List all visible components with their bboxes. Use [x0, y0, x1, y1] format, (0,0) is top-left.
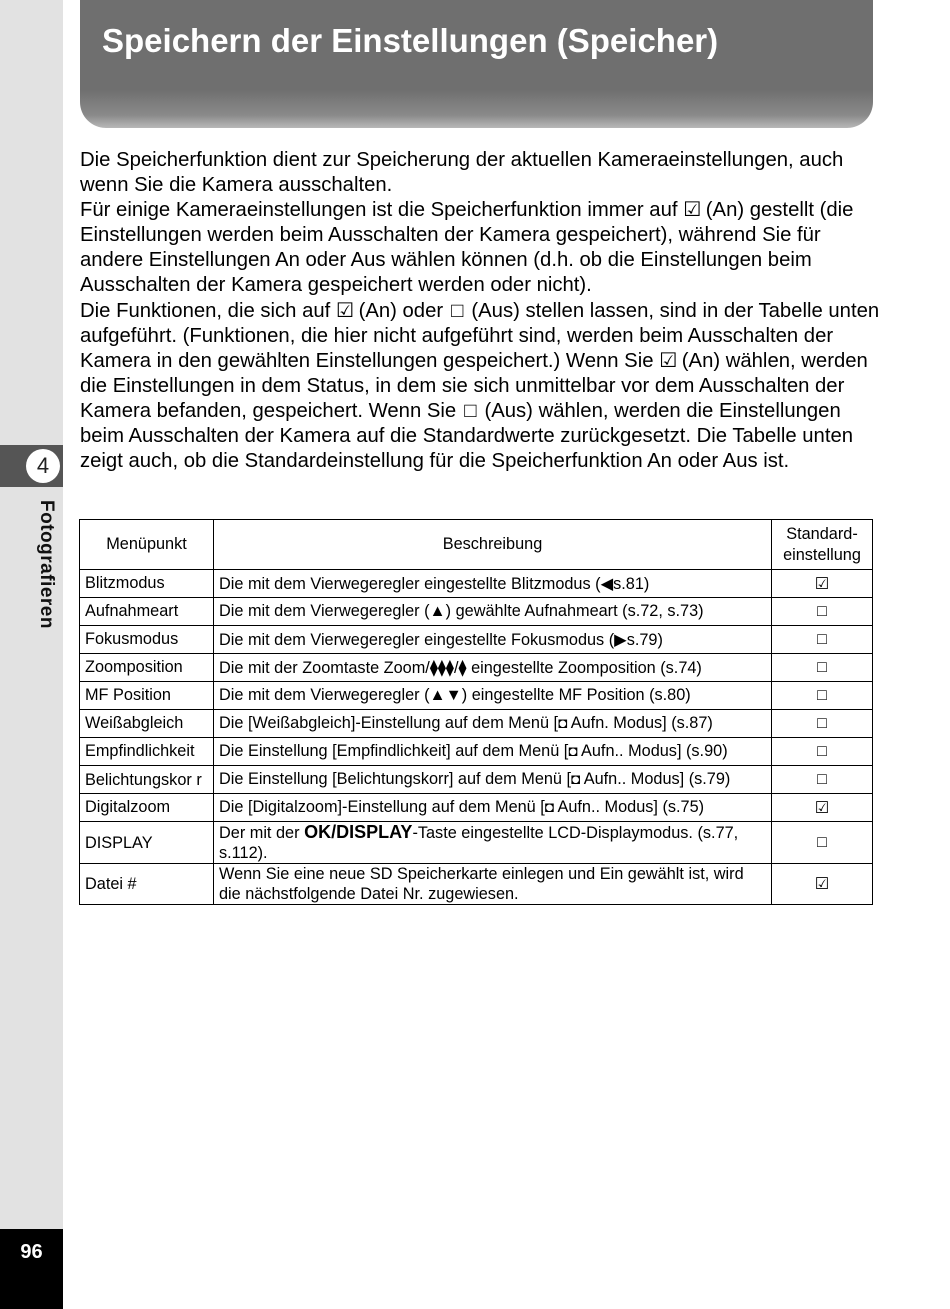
row-description — [214, 626, 772, 654]
row-menu: MF Position — [80, 682, 214, 710]
row-menu: Empfindlichkeit — [80, 738, 214, 766]
text-span: (An) gestellt (die Einstellungen werden beim Ausschalten der Kamera gespeichert), während Sie für andere Einstellungen An oder Aus wählen können (d.h. ob die Einstellungen beim Ausschalten der Kamera gespeichert werden oder nicht). — [80, 199, 854, 297]
checkbox-off-icon: □ — [451, 299, 464, 322]
title-bar — [80, 0, 873, 128]
row-default: □ — [772, 766, 873, 794]
intro-paragraph-1: Die Speicherfunktion dient zur Speicherung der aktuellen Kameraeinstellungen, auch wenn Sie die Kamera ausschalten. — [80, 149, 844, 197]
chapter-number: 4 — [26, 449, 60, 483]
zoom-wide-icon: ⧫ — [458, 658, 467, 677]
text-span: (An) wählen, werden die Einstellungen in dem Status, in dem sie sich unmittelbar vor dem Ausschalten der Kamera befanden, gespeichert. Wenn Sie — [80, 349, 868, 422]
text-span: Für einige Kameraeinstellungen ist die Speicherfunktion immer auf — [80, 199, 678, 222]
memory-settings-table — [79, 519, 873, 905]
row-menu: Belichtungskor r — [80, 766, 214, 794]
text-span: Aufn.. Modus] (s.79) — [583, 770, 731, 788]
text-span: Die Funktionen, die sich auf — [80, 299, 331, 322]
camera-icon: ◘ — [571, 771, 581, 788]
text-span: / — [453, 658, 459, 677]
table-row — [80, 864, 873, 905]
text-span: Die mit dem Vierwegeregler ( — [219, 602, 430, 620]
row-menu: Datei # — [80, 864, 214, 905]
table-row — [80, 710, 873, 738]
up-arrow-icon: ▲ — [429, 686, 446, 704]
row-default: ☑ — [772, 864, 873, 905]
table-row — [80, 570, 873, 598]
row-description — [214, 682, 772, 710]
intro-paragraph-2 — [80, 198, 880, 298]
page-number: 96 — [0, 1229, 63, 1309]
text-span: (Aus) stellen lassen, sind in der Tabelle unten aufgeführt. (Funktionen, die hier nicht aufgeführt sind, werden beim Ausschalten der Kamera in den gewählten Einstellungen gespeichert.) Wenn Sie — [80, 299, 880, 372]
row-description — [214, 738, 772, 766]
row-menu: Blitzmodus — [80, 570, 214, 598]
text-span: Die Einstellung [Empfindlichkeit] auf dem Menü [ — [219, 742, 569, 760]
text-span: Die [Weißabgleich]-Einstellung auf dem Menü [ — [219, 714, 559, 732]
page-title: Speichern der Einstellungen (Speicher) — [102, 22, 719, 59]
zoom-tele-icon: ⧫⧫⧫ — [429, 658, 454, 677]
text-span: ) gewählte Aufnahmeart (s.72, s.73) — [445, 602, 704, 620]
text-span: Die mit dem Vierwegeregler ( — [219, 686, 430, 704]
table-row — [80, 682, 873, 710]
text-span: s.79) — [626, 630, 663, 649]
text-span: -Taste eingestellte LCD-Displaymodus. (s.77, s.112). — [219, 824, 739, 862]
intro-text — [80, 148, 880, 474]
right-arrow-icon: ▶ — [614, 630, 627, 649]
row-description — [214, 570, 772, 598]
row-default: ☑ — [772, 570, 873, 598]
checkbox-on-icon: ☑ — [683, 199, 702, 222]
row-default: □ — [772, 822, 873, 864]
row-default: □ — [772, 654, 873, 682]
row-menu: Aufnahmeart — [80, 598, 214, 626]
table-row — [80, 822, 873, 864]
chapter-label: Fotografieren — [36, 500, 57, 629]
row-default: □ — [772, 626, 873, 654]
text-span: Die [Digitalzoom]-Einstellung auf dem Menü [ — [219, 798, 545, 816]
text-span: eingestellte Zoomposition (s.74) — [471, 658, 702, 677]
ok-display-key: OK/DISPLAY — [304, 822, 413, 842]
row-description — [214, 654, 772, 682]
row-menu: Zoomposition — [80, 654, 214, 682]
text-span: Die mit dem Vierwegeregler eingestellte Fokusmodus ( — [219, 630, 615, 649]
header-menu: Menüpunkt — [80, 520, 214, 570]
row-description — [214, 794, 772, 822]
row-description — [214, 598, 772, 626]
row-menu: Fokusmodus — [80, 626, 214, 654]
table-row — [80, 766, 873, 794]
intro-paragraph-3 — [80, 299, 880, 475]
row-menu: DISPLAY — [80, 822, 214, 864]
text-span: Aufn. Modus] (s.87) — [570, 714, 713, 732]
text-span: Aufn.. Modus] (s.75) — [557, 798, 705, 816]
text-span: (An) oder — [358, 299, 444, 322]
text-span: Die mit der Zoomtaste Zoom/ — [219, 658, 430, 677]
row-description — [214, 822, 772, 864]
text-span: (Aus) wählen, werden die Einstellungen beim Ausschalten der Kamera auf die Standardwerte zurückgesetzt. Die Tabelle unten zeigt auch, ob die Standardeinstellung für die Speicherfunktion An oder Aus ist. — [80, 399, 854, 473]
down-arrow-icon: ▼ — [445, 686, 462, 704]
row-default: □ — [772, 598, 873, 626]
row-description — [214, 710, 772, 738]
table-row — [80, 598, 873, 626]
text-span: Der mit der — [219, 824, 300, 842]
row-menu: Digitalzoom — [80, 794, 214, 822]
text-span: Die mit dem Vierwegeregler eingestellte Blitzmodus ( — [219, 574, 601, 593]
camera-icon: ◘ — [544, 799, 554, 816]
camera-icon: ◘ — [568, 743, 578, 760]
camera-icon: ◘ — [558, 715, 568, 732]
text-span: ) eingestellte MF Position (s.80) — [461, 686, 691, 704]
text-span: s.81) — [613, 574, 650, 593]
up-arrow-icon: ▲ — [429, 602, 446, 620]
side-margin — [0, 0, 63, 1309]
table-row — [80, 626, 873, 654]
text-span: Aufn.. Modus] (s.90) — [581, 742, 728, 760]
table-row — [80, 794, 873, 822]
checkbox-off-icon: □ — [464, 399, 477, 422]
row-description: Wenn Sie eine neue SD Speicherkarte einlegen und Ein gewählt ist, wird die nächstfolgende Datei Nr. zugewiesen. — [214, 864, 772, 905]
table-header-row — [80, 520, 873, 570]
row-default: □ — [772, 738, 873, 766]
checkbox-on-icon: ☑ — [659, 349, 678, 372]
text-span: Die Einstellung [Belichtungskorr] auf dem Menü [ — [219, 770, 572, 788]
row-default: ☑ — [772, 794, 873, 822]
table-row — [80, 654, 873, 682]
row-default: □ — [772, 682, 873, 710]
table-row — [80, 738, 873, 766]
checkbox-on-icon: ☑ — [335, 299, 355, 322]
header-default: Standard-einstellung — [772, 520, 873, 570]
left-arrow-icon: ◀ — [600, 574, 614, 593]
row-default: □ — [772, 710, 873, 738]
row-description — [214, 766, 772, 794]
header-description: Beschreibung — [214, 520, 772, 570]
row-menu: Weißabgleich — [80, 710, 214, 738]
